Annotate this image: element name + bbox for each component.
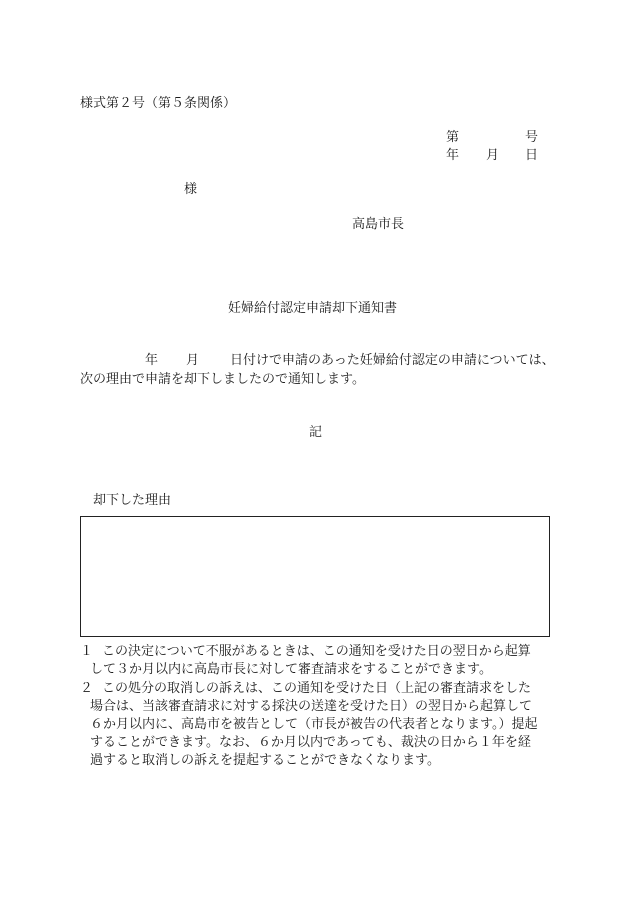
issuer: 高島市長 [352,217,405,232]
document-title: 妊婦給付認定申請却下通知書 [228,301,398,316]
note-1 [80,643,560,679]
note-number: ２ [80,681,94,696]
date-day: 日 [525,148,539,163]
body-line1: 日付けで申請のあった妊婦給付認定の申請については、 [230,353,555,368]
note-text: ６か月以内に、高島市を被告として（市長が被告の代表者となります。）提起 [90,717,538,732]
body-year: 年 [145,353,159,368]
doc-number-suffix: 号 [525,130,539,145]
note-text: することができます。なお、６か月以内であっても、裁決の日から１年を経 [90,735,531,750]
reason-label: 却下した理由 [93,493,172,508]
recipient-suffix: 様 [184,182,198,197]
date-month: 月 [486,148,500,163]
ki-heading: 記 [309,425,323,440]
date-year: 年 [446,148,460,163]
body-line2: 次の理由で申請を却下しましたので通知します。 [80,372,365,387]
note-text: この処分の取消しの訴えは、この通知を受けた日（上記の審査請求をした [102,681,532,696]
form-label: 様式第２号（第５条関係） [80,96,237,111]
doc-number-prefix: 第 [446,130,460,145]
reason-box [80,516,550,637]
note-text: 場合は、当該審査請求に対する採決の送達を受けた日）の翌日から起算して [90,699,533,714]
note-text: して３か月以内に高島市長に対して審査請求をすることができます。 [90,662,492,677]
body-month: 月 [186,353,200,368]
note-text: 過すると取消しの訴えを提起することができなくなります。 [90,753,440,768]
note-number: １ [80,644,94,659]
note-text: この決定について不服があるときは、この通知を受けた日の翌日から起算 [102,644,531,659]
note-2 [80,680,560,770]
